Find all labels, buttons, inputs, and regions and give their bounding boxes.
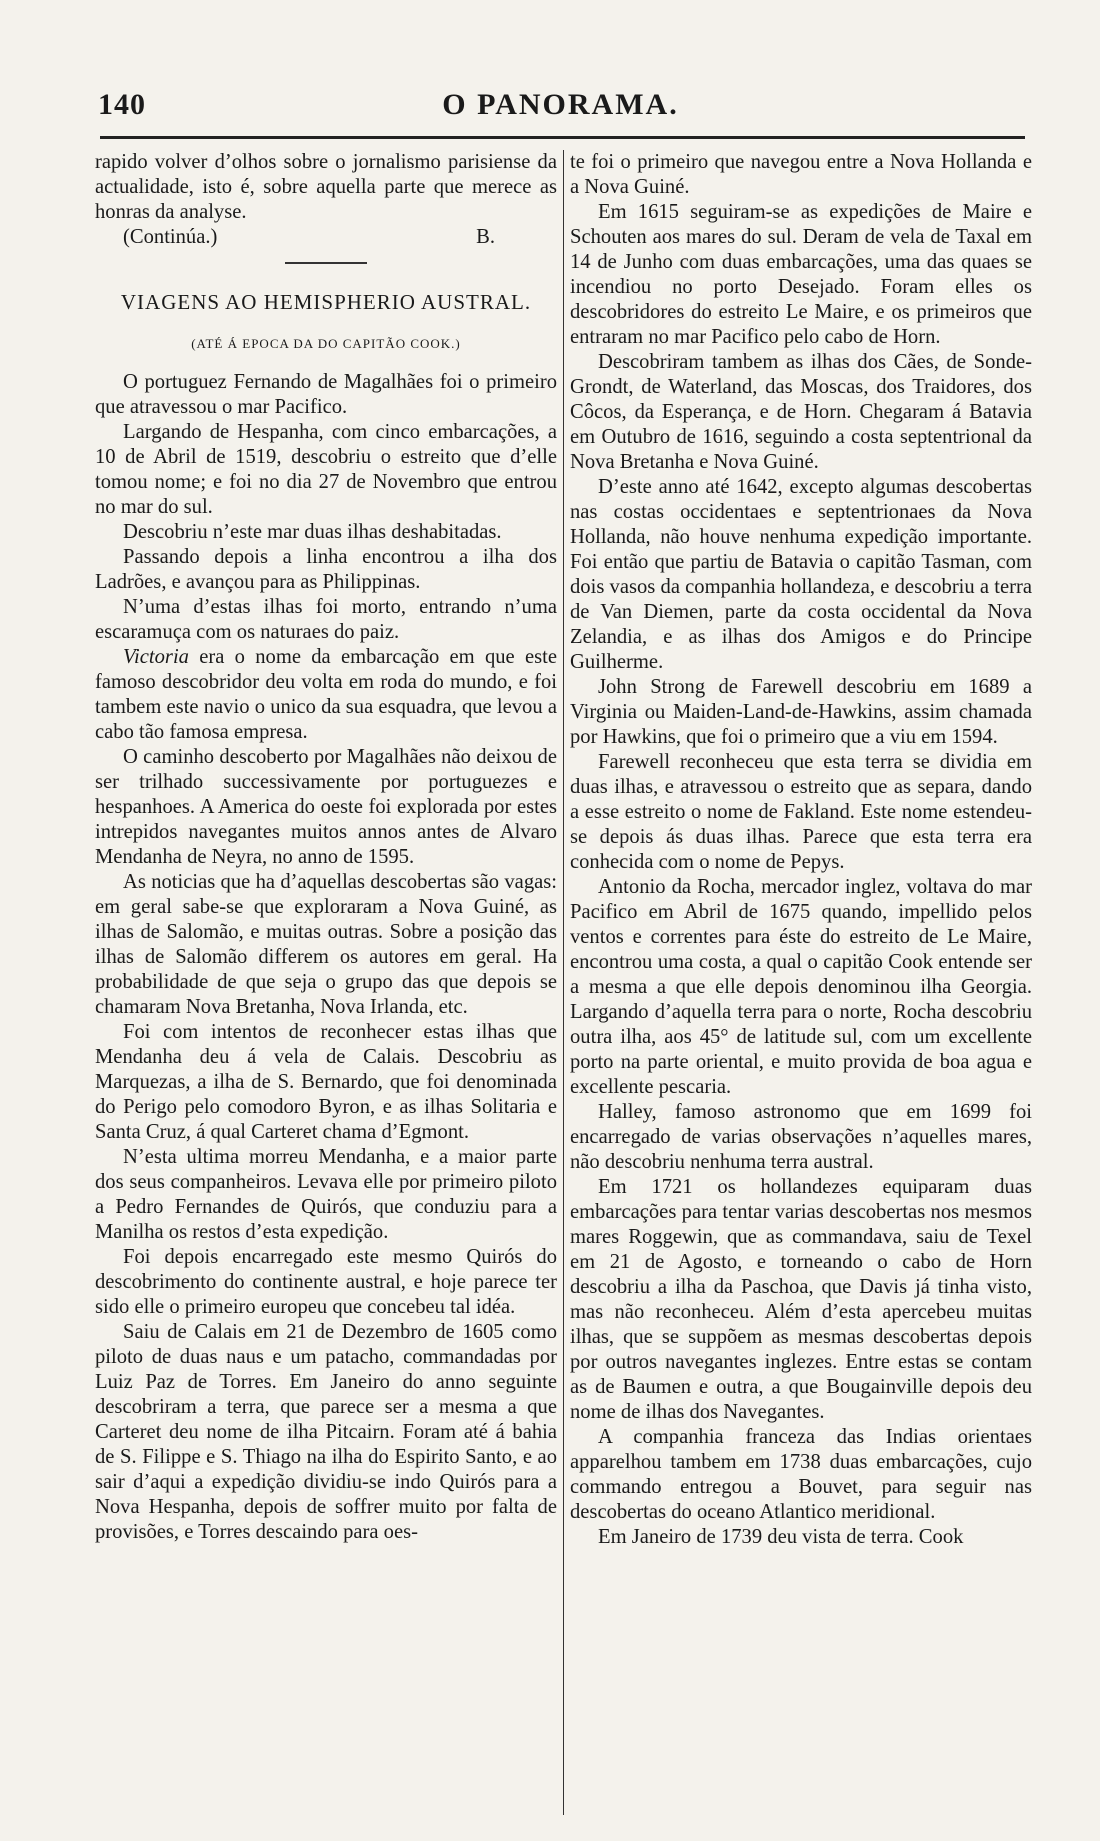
paragraph: Passando depois a linha encontrou a ilha dos Ladrões, e avançou para as Philippinas. (95, 546, 557, 593)
paragraph: Em 1721 os hollandezes equiparam duas embarcações para tentar varias descobertas nos mesmos mares Roggewin, que as commandava, saiu de Texel em 21 de Agosto, e torneando o cabo de Horn descobriu a ilha da Paschoa, que Davis já tinha visto, mas não reconheceu. Além d’esta apercebeu muitas ilhas, que se suppõem as mesmas descobertas depois por outros navegantes inglezes. Entre estas se contam as de Baumen e outra, a que Bougainville depois deu nome de ilhas dos Navegantes. (570, 1176, 1032, 1423)
section-separator (285, 262, 367, 264)
paragraph: rapido volver d’olhos sobre o jornalismo parisiense da actualidade, isto é, sobre aquella parte que merece as honras da analyse. (95, 151, 557, 223)
left-column (95, 150, 557, 1810)
paragraph: te foi o primeiro que navegou entre a Nova Hollanda e a Nova Guiné. (570, 151, 1032, 198)
continua-label: (Continúa.) (123, 226, 218, 248)
paragraph: Foi com intentos de reconhecer estas ilhas que Mendanha deu á vela de Calais. Descobriu as Marquezas, a ilha de S. Bernardo, que foi denominada do Perigo pelo comodoro Byron, e as ilhas Solitaria e Santa Cruz, á qual Carteret chama d’Egmont. (95, 1021, 557, 1143)
paragraph: Saiu de Calais em 21 de Dezembro de 1605 como piloto de duas naus e um patacho, commandadas por Luiz Paz de Torres. Em Janeiro do anno seguinte descobriram a terra, que parece ser a mesma a que Carteret deu nome de ilha Pitcairn. Foram até á bahia de S. Filippe e S. Thiago na ilha do Espirito Santo, e ao sair d’aqui a expedição dividiu-se indo Quirós para a Nova Hespanha, depois de soffrer muito por falta de provisões, e Torres descaindo para oes- (95, 1321, 557, 1543)
header-rule (100, 136, 1025, 139)
ship-name: Victoria (123, 646, 189, 668)
paragraph: Foi depois encarregado este mesmo Quirós do descobrimento do continente austral, e hoje parece ter sido elle o primeiro europeu que concebeu tal idéa. (95, 1246, 557, 1318)
paragraph: Em 1615 seguiram-se as expedições de Maire e Schouten aos mares do sul. Deram de vela de Taxal em 14 de Junho com duas embarcações, uma das quaes se incendiou no porto Desejado. Foram elles os descobridores do estreito Le Maire, e os primeiros que entraram no mar Pacifico pelo cabo de Horn. (570, 201, 1032, 348)
paragraph: Em Janeiro de 1739 deu vista de terra. Cook (598, 1526, 964, 1548)
paragraph (95, 645, 557, 745)
paragraph: Descobriu n’este mar duas ilhas deshabitadas. (123, 521, 502, 543)
column-divider (563, 150, 564, 1815)
article-subtitle: (ATÉ Á EPOCA DA DO CAPITÃO COOK.) (191, 336, 461, 351)
paragraph: O portuguez Fernando de Magalhães foi o primeiro que atravessou o mar Pacifico. (95, 371, 557, 418)
page-header (98, 86, 1023, 130)
paragraph: Halley, famoso astronomo que em 1699 foi encarregado de varias observações n’aquelles mares, não descobriu nenhuma terra austral. (570, 1101, 1032, 1173)
paragraph: Descobriram tambem as ilhas dos Cães, de Sonde-Grondt, de Waterland, das Moscas, dos Traidores, dos Côcos, da Esperança, e de Horn. Chegaram á Batavia em Outubro de 1616, seguindo a costa septentrional da Nova Bretanha e Nova Guiné. (570, 351, 1032, 473)
paragraph: John Strong de Farewell descobriu em 1689 a Virginia ou Maiden-Land-de-Hawkins, assim chamada por Hawkins, que foi o primeiro que a viu em 1594. (570, 676, 1032, 748)
paragraph: D’este anno até 1642, excepto algumas descobertas nas costas occidentaes e septentrionaes da Nova Hollanda, não houve nenhuma expedição importante. Foi então que partiu de Batavia o capitão Tasman, com dois vasos da companhia hollandeza, e descobriu a terra de Van Diemen, parte da costa occidental da Nova Zelandia, e as ilhas dos Amigos e do Principe Guilherme. (570, 476, 1032, 673)
author-signature: B. (476, 226, 495, 248)
page-number: 140 (98, 88, 146, 121)
continuation-line (95, 225, 557, 250)
paragraph: Farewell reconheceu que esta terra se dividia em duas ilhas, e atravessou o estreito que as separa, dando a esse estreito o nome de Fakland. Este nome estendeu-se depois ás duas ilhas. Parece que esta terra era conhecida com o nome de Pepys. (570, 751, 1032, 873)
article-title: VIAGENS AO HEMISPHERIO AUSTRAL. (120, 290, 532, 314)
right-column (570, 150, 1032, 1810)
paragraph: N’uma d’estas ilhas foi morto, entrando n’uma escaramuça com os naturaes do paiz. (95, 596, 557, 643)
paragraph: N’esta ultima morreu Mendanha, e a maior parte dos seus companheiros. Levava elle por primeiro piloto a Pedro Fernandes de Quirós, que conduziu para a Manilha os restos d’esta expedição. (95, 1146, 557, 1243)
paragraph: Antonio da Rocha, mercador inglez, voltava do mar Pacifico em Abril de 1675 quando, impellido pelos ventos e correntes para éste do estreito de Le Maire, encontrou uma costa, a qual o capitão Cook entende ser a mesma a que elle depois denominou ilha Georgia. Largando d’aquella terra para o norte, Rocha descobriu outra ilha, aos 45° de latitude sul, com um excellente porto na parte oriental, e muito provida de boa agua e excellente pescaria. (570, 876, 1032, 1098)
paragraph-text: era o nome da embarcação em que este famoso descobridor deu volta em roda do mundo, e foi tambem este navio o unico da sua esquadra, que levou a cabo tão famosa empresa. (95, 646, 557, 743)
running-title: O PANORAMA. (442, 88, 679, 121)
paragraph: O caminho descoberto por Magalhães não deixou de ser trilhado successivamente por portuguezes e hespanhoes. A America do oeste foi explorada por estes intrepidos navegantes muitos annos antes de Alvaro Mendanha de Neyra, no anno de 1595. (95, 746, 557, 868)
paragraph: As noticias que ha d’aquellas descobertas são vagas: em geral sabe-se que exploraram a Nova Guiné, as ilhas de Salomão, e muitas outras. Sobre a posição das ilhas de Salomão differem os autores em geral. Ha probabilidade de que seja o grupo das que depois se chamaram Nova Bretanha, Nova Irlanda, etc. (95, 871, 557, 1018)
paragraph: Largando de Hespanha, com cinco embarcações, a 10 de Abril de 1519, descobriu o estreito que d’elle tomou nome; e foi no dia 27 de Novembro que entrou no mar do sul. (95, 421, 557, 518)
paragraph: A companhia franceza das Indias orientaes apparelhou tambem em 1738 duas embarcações, cujo commando entregou a Bouvet, para seguir nas descobertas do oceano Atlantico meridional. (570, 1426, 1032, 1523)
